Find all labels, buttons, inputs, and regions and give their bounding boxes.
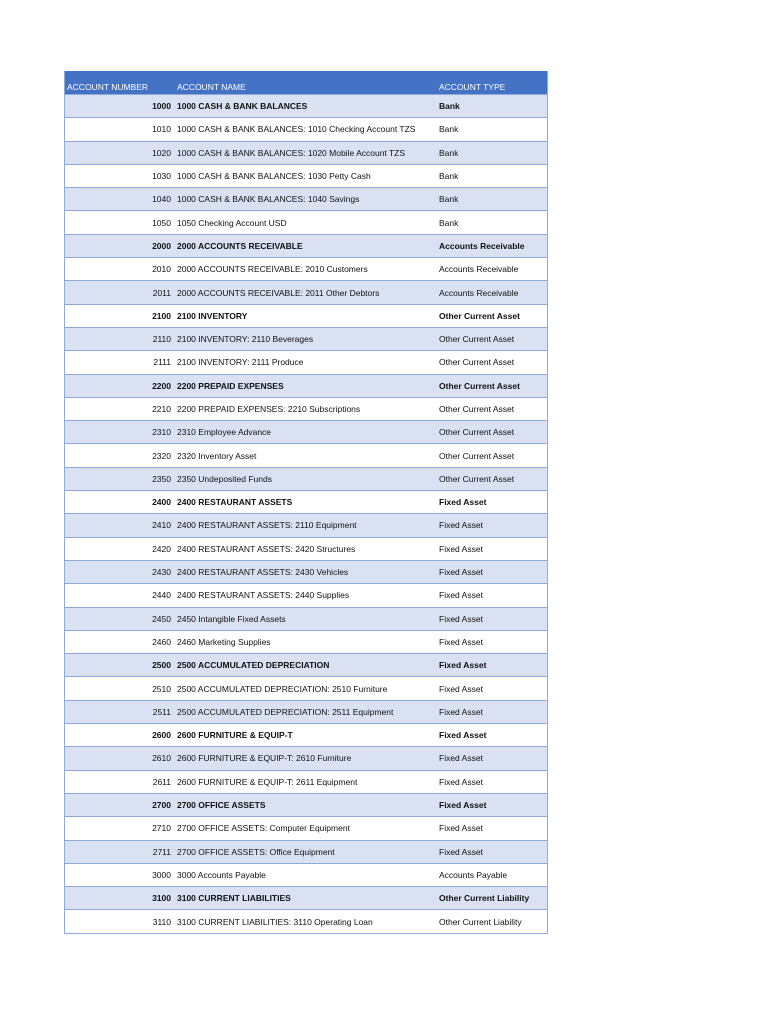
- table-row: [65, 513, 547, 536]
- chart-of-accounts-table: [64, 71, 548, 934]
- table-row: [65, 793, 547, 816]
- account-number-cell: 2420: [152, 543, 171, 554]
- table-row: [65, 560, 547, 583]
- table-row: [65, 280, 547, 303]
- account-name-cell: 2100 INVENTORY: 2111 Produce: [177, 357, 304, 368]
- account-name-cell: 1000 CASH & BANK BALANCES: 1030 Petty Cash: [177, 171, 371, 182]
- account-name-cell: 2200 PREPAID EXPENSES: 2210 Subscriptions: [177, 404, 361, 414]
- account-number-cell: 3100: [152, 893, 171, 904]
- table-row: [65, 420, 547, 443]
- account-type-cell: Bank: [439, 171, 459, 182]
- account-type-cell: Accounts Receivable: [439, 264, 519, 275]
- table-row: [65, 537, 547, 560]
- account-type-cell: Bank: [439, 217, 459, 228]
- account-name-cell: 2700 OFFICE ASSETS: Office Equipment: [177, 846, 335, 857]
- account-number-cell: 2110: [152, 334, 171, 345]
- account-name-cell: 2400 RESTAURANT ASSETS: 2110 Equipment: [177, 520, 357, 531]
- table-row: [65, 164, 547, 187]
- account-name-cell: 3000 Accounts Payable: [177, 869, 266, 880]
- account-name-cell: 2000 ACCOUNTS RECEIVABLE: 2011 Other Debtors: [177, 287, 380, 298]
- account-type-cell: Fixed Asset: [439, 497, 487, 508]
- account-type-cell: Other Current Asset: [439, 427, 515, 438]
- table-row: [65, 117, 547, 140]
- account-type-cell: Accounts Receivable: [439, 287, 519, 298]
- account-name-cell: 2400 RESTAURANT ASSETS: 2420 Structures: [177, 543, 356, 554]
- account-number-cell: 2510: [152, 683, 171, 694]
- account-type-cell: Fixed Asset: [439, 753, 483, 764]
- account-type-cell: Other Current Asset: [439, 380, 520, 391]
- table-row: [65, 187, 547, 210]
- table-row: [65, 630, 547, 653]
- table-row: [65, 141, 547, 164]
- table-row: [65, 653, 547, 676]
- account-type-cell: Bank: [439, 147, 459, 158]
- account-name-cell: 2400 RESTAURANT ASSETS: 2440 Supplies: [177, 590, 350, 601]
- account-number-cell: 2320: [152, 450, 171, 461]
- table-row: [65, 94, 547, 117]
- account-type-cell: Fixed Asset: [439, 636, 483, 647]
- account-name-cell: 1000 CASH & BANK BALANCES: 1040 Savings: [177, 194, 360, 205]
- account-number-cell: 3000: [152, 869, 171, 880]
- account-name-cell: 1050 Checking Account USD: [177, 217, 287, 228]
- account-number-cell: 2460: [152, 636, 171, 647]
- account-type-cell: Fixed Asset: [439, 800, 487, 811]
- table-row: [65, 397, 547, 420]
- account-number-cell: 2600: [152, 730, 171, 741]
- account-number-cell: 2100: [152, 310, 171, 321]
- account-number-cell: 2710: [152, 823, 171, 834]
- account-type-cell: Other Current Asset: [439, 473, 515, 484]
- account-number-cell: 2711: [152, 846, 171, 857]
- account-name-cell: 2350 Undeposited Funds: [177, 473, 272, 484]
- table-row: [65, 840, 547, 863]
- account-name-cell: 2460 Marketing Supplies: [177, 636, 271, 647]
- account-number-cell: 1000: [152, 101, 171, 112]
- table-row: [65, 770, 547, 793]
- account-name-cell: 2400 RESTAURANT ASSETS: 2430 Vehicles: [177, 567, 349, 578]
- table-row: [65, 909, 547, 932]
- account-type-cell: Fixed Asset: [439, 683, 483, 694]
- account-name-cell: 3100 CURRENT LIABILITIES: 3110 Operating Loan: [177, 916, 373, 927]
- account-number-cell: 2010: [152, 264, 171, 275]
- account-number-cell: 2450: [152, 613, 171, 624]
- account-type-cell: Other Current Liability: [439, 893, 530, 904]
- account-number-cell: 1020: [152, 147, 171, 158]
- account-type-cell: Fixed Asset: [439, 660, 487, 671]
- account-type-cell: Fixed Asset: [439, 613, 483, 624]
- account-type-cell: Fixed Asset: [439, 706, 483, 717]
- account-name-cell: 2500 ACCUMULATED DEPRECIATION: 2510 Furniture: [177, 683, 388, 694]
- table-row: [65, 700, 547, 723]
- account-type-cell: Fixed Asset: [439, 543, 483, 554]
- account-name-cell: 2100 INVENTORY: 2110 Beverages: [177, 334, 314, 345]
- table-row: [65, 886, 547, 909]
- account-name-cell: 2600 FURNITURE & EQUIP-T: 2610 Furniture: [177, 753, 352, 764]
- table-row: [65, 304, 547, 327]
- account-number-cell: 1030: [152, 171, 171, 182]
- table-row: [65, 234, 547, 257]
- account-type-cell: Other Current Asset: [439, 404, 515, 414]
- account-name-cell: 1000 CASH & BANK BALANCES: [177, 101, 308, 112]
- account-name-cell: 2310 Employee Advance: [177, 427, 272, 438]
- account-number-cell: 2000: [152, 240, 171, 251]
- header-account-name: ACCOUNT NAME: [177, 82, 246, 92]
- account-name-cell: 2500 ACCUMULATED DEPRECIATION: 2511 Equipment: [177, 706, 394, 717]
- table-row: [65, 210, 547, 233]
- account-number-cell: 2700: [152, 800, 171, 811]
- table-row: [65, 583, 547, 606]
- account-name-cell: 2600 FURNITURE & EQUIP-T: [177, 730, 293, 741]
- header-account-type: ACCOUNT TYPE: [439, 82, 506, 92]
- account-type-cell: Other Current Asset: [439, 334, 515, 345]
- account-number-cell: 2400: [152, 497, 171, 508]
- table-row: [65, 863, 547, 886]
- table-body: [65, 94, 547, 933]
- account-name-cell: 2000 ACCOUNTS RECEIVABLE: [177, 240, 303, 251]
- table-row: [65, 374, 547, 397]
- account-name-cell: 2700 OFFICE ASSETS: [177, 800, 266, 811]
- account-name-cell: 1000 CASH & BANK BALANCES: 1010 Checking Account TZS: [177, 124, 416, 135]
- account-type-cell: Fixed Asset: [439, 776, 483, 787]
- table-row: [65, 746, 547, 769]
- account-name-cell: 2450 Intangible Fixed Assets: [177, 613, 286, 624]
- account-number-cell: 2200: [152, 380, 171, 391]
- account-type-cell: Fixed Asset: [439, 846, 483, 857]
- table-header-row: [65, 71, 547, 94]
- account-type-cell: Fixed Asset: [439, 520, 483, 531]
- account-name-cell: 2600 FURNITURE & EQUIP-T: 2611 Equipment: [177, 776, 358, 787]
- account-name-cell: 3100 CURRENT LIABILITIES: [177, 893, 291, 904]
- account-number-cell: 1010: [152, 124, 171, 135]
- account-name-cell: 2000 ACCOUNTS RECEIVABLE: 2010 Customers: [177, 264, 368, 275]
- account-type-cell: Accounts Receivable: [439, 240, 525, 251]
- table-row: [65, 257, 547, 280]
- table-row: [65, 350, 547, 373]
- account-number-cell: 3110: [152, 916, 171, 927]
- account-name-cell: 2320 Inventory Asset: [177, 450, 257, 461]
- account-name-cell: 1000 CASH & BANK BALANCES: 1020 Mobile Account TZS: [177, 147, 406, 158]
- account-type-cell: Fixed Asset: [439, 567, 483, 578]
- table-row: [65, 607, 547, 630]
- account-number-cell: 2111: [153, 357, 171, 368]
- account-name-cell: 2100 INVENTORY: [177, 310, 248, 321]
- account-number-cell: 1040: [152, 194, 171, 205]
- table-row: [65, 327, 547, 350]
- header-account-number: ACCOUNT NUMBER: [67, 82, 149, 92]
- table-row: [65, 676, 547, 699]
- account-number-cell: 2011: [152, 287, 171, 298]
- account-type-cell: Other Current Asset: [439, 450, 515, 461]
- account-type-cell: Bank: [439, 124, 459, 135]
- account-type-cell: Fixed Asset: [439, 823, 483, 834]
- account-type-cell: Other Current Asset: [439, 357, 515, 368]
- account-name-cell: 2700 OFFICE ASSETS: Computer Equipment: [177, 823, 350, 834]
- account-number-cell: 2440: [152, 590, 171, 601]
- table-row: [65, 467, 547, 490]
- table-row: [65, 723, 547, 746]
- account-type-cell: Bank: [439, 194, 459, 205]
- account-number-cell: 2500: [152, 660, 171, 671]
- account-type-cell: Other Current Liability: [439, 916, 522, 927]
- account-number-cell: 1050: [152, 217, 171, 228]
- account-type-cell: Fixed Asset: [439, 590, 483, 601]
- account-number-cell: 2611: [152, 776, 171, 787]
- account-number-cell: 2511: [152, 706, 171, 717]
- account-name-cell: 2200 PREPAID EXPENSES: [177, 380, 284, 391]
- table-row: [65, 816, 547, 839]
- account-number-cell: 2310: [152, 427, 171, 438]
- account-name-cell: 2500 ACCUMULATED DEPRECIATION: [177, 660, 330, 671]
- account-number-cell: 2350: [152, 473, 171, 484]
- table-row: [65, 443, 547, 466]
- account-type-cell: Other Current Asset: [439, 310, 520, 321]
- table-row: [65, 490, 547, 513]
- account-name-cell: 2400 RESTAURANT ASSETS: [177, 497, 293, 508]
- account-number-cell: 2410: [152, 520, 171, 531]
- account-number-cell: 2430: [152, 567, 171, 578]
- account-type-cell: Accounts Payable: [439, 869, 508, 880]
- account-number-cell: 2210: [152, 404, 171, 414]
- account-number-cell: 2610: [152, 753, 171, 764]
- account-type-cell: Fixed Asset: [439, 730, 487, 741]
- account-type-cell: Bank: [439, 101, 460, 112]
